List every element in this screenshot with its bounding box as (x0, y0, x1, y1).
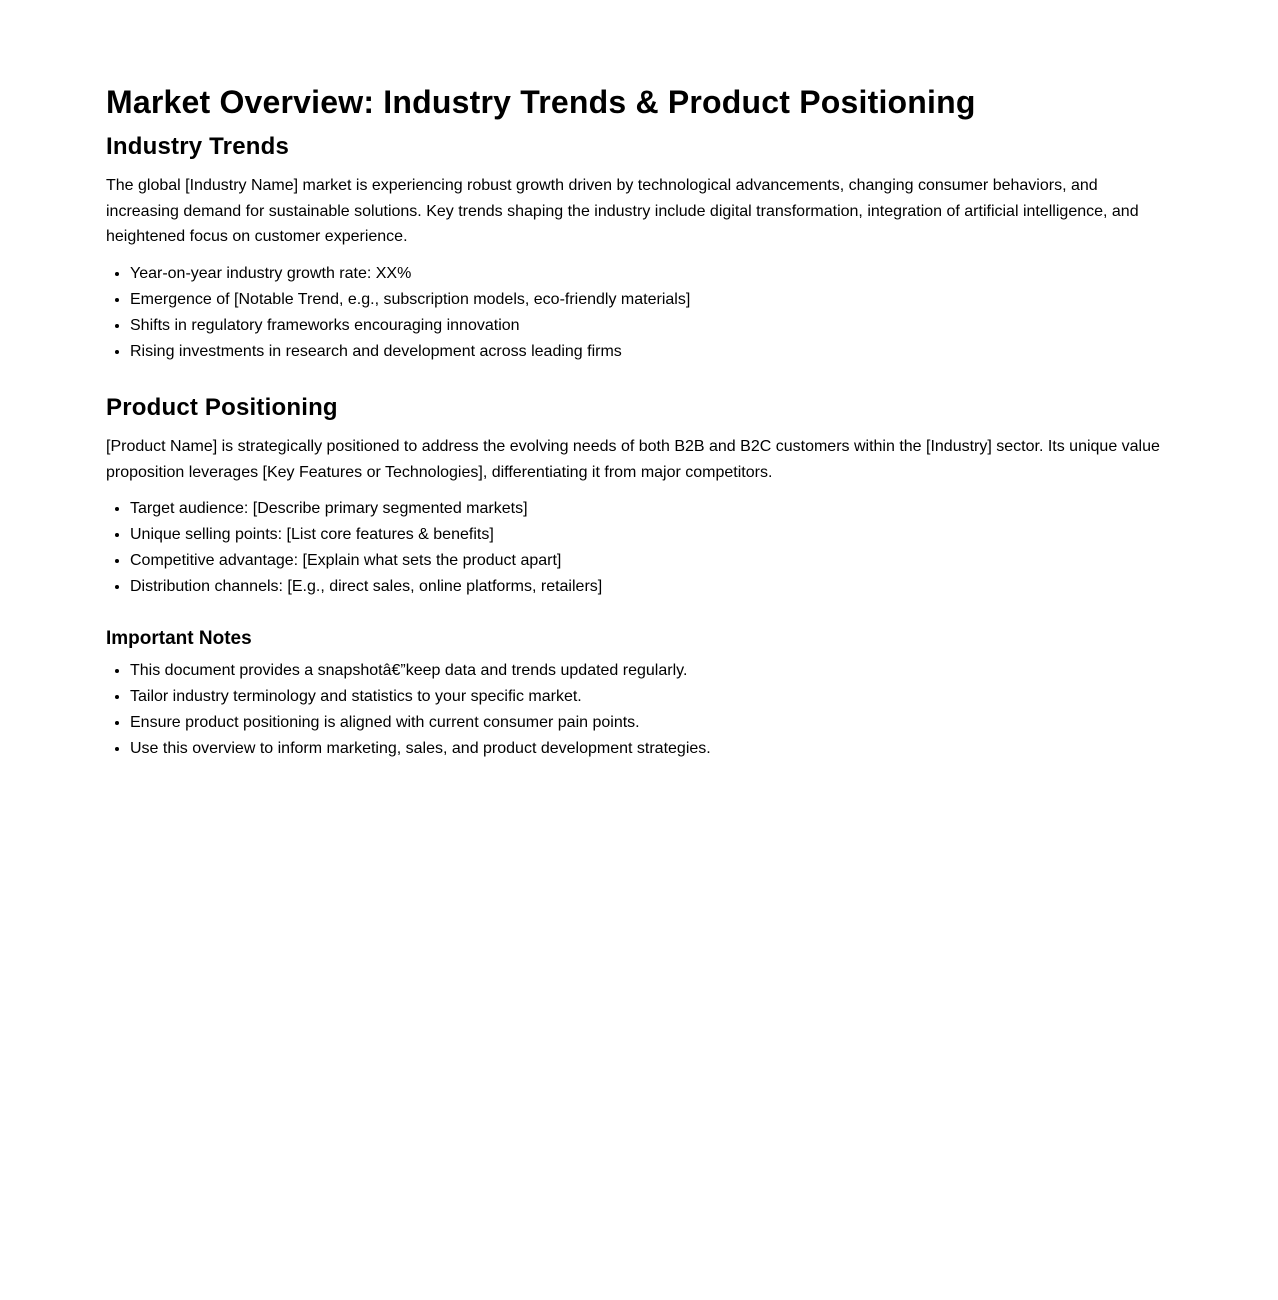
list-item: • Competitive advantage: [Explain what sets the product apart] (130, 548, 1172, 574)
section-industry-trends (106, 133, 1172, 161)
industry-trends-list (106, 261, 1172, 365)
list-item: • Use this overview to inform marketing, sales, and product development strategies. (130, 736, 1172, 762)
section-heading: Industry Trends (106, 133, 290, 160)
list-item: • Unique selling points: [List core features & benefits] (130, 522, 1172, 548)
section-product-positioning (106, 394, 1172, 422)
important-notes-list (106, 658, 1172, 762)
section-industry-trends-body (106, 173, 1172, 250)
page-title: Market Overview: Industry Trends & Product Positioning (106, 84, 976, 120)
product-positioning-list (106, 496, 1172, 600)
section-important-notes (106, 627, 1172, 651)
list-item: • This document provides a snapshotâ€”keep data and trends updated regularly. (130, 658, 1172, 684)
list-item: • Distribution channels: [E.g., direct sales, online platforms, retailers] (130, 574, 1172, 600)
list-item: • Target audience: [Describe primary segmented markets] (130, 496, 1172, 522)
list-item: • Year-on-year industry growth rate: XX% (130, 261, 1172, 287)
section-paragraph: The global [Industry Name] market is experiencing robust growth driven by technological advancements, changing consumer behaviors, and increasing demand for sustainable solutions. Key trends shaping the industry include digital transformation, integration of artificial intelligence, and heightened focus on customer experience. (106, 177, 1139, 245)
list-item: • Ensure product positioning is aligned with current consumer pain points. (130, 710, 1172, 736)
section-product-positioning-body (106, 434, 1172, 485)
list-item: • Rising investments in research and development across leading firms (130, 339, 1172, 365)
list-item: • Shifts in regulatory frameworks encouraging innovation (130, 313, 1172, 339)
section-paragraph: [Product Name] is strategically positioned to address the evolving needs of both B2B and B2C customers within the [Industry] sector. Its unique value proposition leverages [Key Features or Technologies], differentiating it from major competitors. (106, 438, 1160, 481)
section-heading: Product Positioning (106, 394, 338, 421)
notes-heading: Important Notes (106, 628, 252, 649)
list-item: • Emergence of [Notable Trend, e.g., subscription models, eco-friendly materials] (130, 287, 1172, 313)
list-item: • Tailor industry terminology and statistics to your specific market. (130, 684, 1172, 710)
